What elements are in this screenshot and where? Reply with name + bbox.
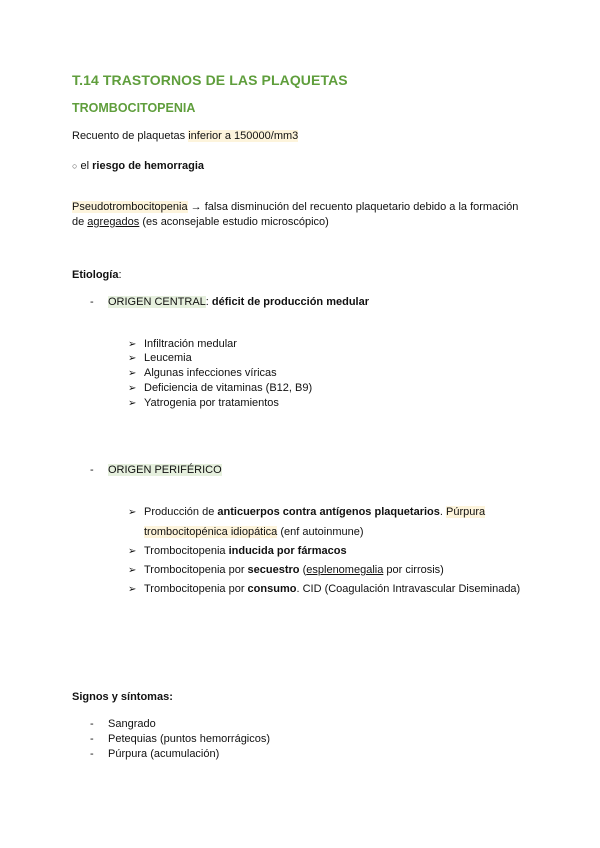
item-bold: anticuerpos contra antígenos plaquetarios: [217, 506, 440, 518]
riesgo-line: [72, 160, 204, 172]
origen-central-colon: :: [205, 296, 212, 308]
signos-dash: -: [90, 718, 94, 730]
agregados-link: agregados: [87, 216, 140, 228]
item-bold: consumo: [247, 583, 297, 595]
item-prefix: Producción de: [144, 506, 218, 518]
list-item-text: Algunas infecciones víricas: [144, 367, 277, 379]
riesgo-bold: riesgo de hemorragia: [92, 160, 204, 172]
arrow-bullet-icon: ➢: [128, 565, 137, 576]
item-prefix: Trombocitopenia por: [144, 583, 248, 595]
list-item: [128, 397, 279, 409]
recuento-line: [72, 130, 298, 142]
list-item: [128, 545, 347, 557]
pseudo-term: Pseudotrombocitopenia: [72, 201, 188, 213]
list-item: [128, 382, 312, 394]
arrow-bullet-icon: ➢: [128, 546, 137, 557]
origen-central-bold: déficit de producción medular: [211, 296, 369, 308]
arrow-bullet-icon: ➢: [128, 368, 137, 379]
pseudo-line1-rest: falsa disminución del recuento plaquetario debido a la formación: [204, 201, 519, 213]
page-title: T.14 TRASTORNOS DE LAS PLAQUETAS: [72, 72, 348, 88]
origen-periferico-label: ORIGEN PERIFÉRICO: [108, 464, 222, 476]
arrow-bullet-icon: ➢: [128, 398, 137, 409]
arrow-bullet-icon: ➢: [128, 353, 137, 364]
list-item-continuation: [144, 526, 364, 538]
recuento-prefix: Recuento de plaquetas: [72, 130, 189, 142]
recuento-highlight: inferior a 150000/mm3: [188, 130, 299, 142]
list-item-text: Infiltración medular: [144, 338, 237, 350]
list-item: [128, 583, 520, 595]
pseudo-line2-prefix: de: [72, 216, 88, 228]
item-rest: por cirrosis): [383, 564, 444, 576]
list-item: [128, 564, 444, 576]
etiologia-heading: [72, 269, 122, 281]
arrow-bullet-icon: ➢: [128, 507, 137, 518]
etiologia-colon: :: [118, 269, 122, 281]
pseudo-line-2: [72, 216, 329, 228]
list-item: Petequias (puntos hemorrágicos): [108, 733, 271, 745]
esplenomegalia-link: esplenomegalia: [306, 564, 384, 576]
origen-central-label: ORIGEN CENTRAL: [108, 296, 206, 308]
item-rest: . CID (Coagulación Intravascular Diseminada): [296, 583, 521, 595]
item-prefix: Trombocitopenia: [144, 545, 229, 557]
signos-label: Signos y síntomas:: [72, 691, 173, 703]
list-item: [128, 506, 485, 518]
arrow-bullet-icon: ➢: [128, 339, 137, 350]
list-item: Sangrado: [108, 718, 156, 730]
section-heading: TROMBOCITOPENIA: [72, 101, 196, 115]
list-item: [128, 352, 192, 364]
signos-dash: -: [90, 748, 94, 760]
origen-periferico-line: [108, 464, 222, 476]
origen-central-line: [108, 296, 369, 308]
arrow-bullet-icon: ➢: [128, 383, 137, 394]
list-item-text: Deficiencia de vitaminas (B12, B9): [144, 382, 313, 394]
item-bold: secuestro: [247, 564, 300, 576]
item-mid: (: [299, 564, 307, 576]
etiologia-label: Etiología: [72, 269, 119, 281]
item-suffix: .: [439, 506, 447, 518]
arrow-bullet-icon: ➢: [128, 584, 137, 595]
item-prefix: Trombocitopenia por: [144, 564, 248, 576]
signos-heading: [72, 691, 173, 703]
item-rest: (enf autoinmune): [277, 526, 364, 538]
pseudo-arrow: →: [187, 201, 205, 213]
central-dash: -: [90, 296, 94, 308]
riesgo-prefix: el: [77, 160, 93, 172]
periferico-dash: -: [90, 464, 94, 476]
item-bold: inducida por fármacos: [228, 545, 347, 557]
circle-icon: ○: [72, 161, 78, 171]
list-item-text: Yatrogenia por tratamientos: [144, 397, 279, 409]
list-item: Púrpura (acumulación): [108, 748, 220, 760]
pseudo-line2-rest: (es aconsejable estudio microscópico): [139, 216, 329, 228]
pseudo-line-1: [72, 201, 518, 213]
pti-highlight: trombocitopénica idiopática: [144, 526, 278, 538]
list-item: [128, 367, 277, 379]
signos-dash: -: [90, 733, 94, 745]
list-item: [128, 338, 237, 350]
list-item-text: Leucemia: [144, 352, 192, 364]
purpura-highlight: Púrpura: [446, 506, 486, 518]
